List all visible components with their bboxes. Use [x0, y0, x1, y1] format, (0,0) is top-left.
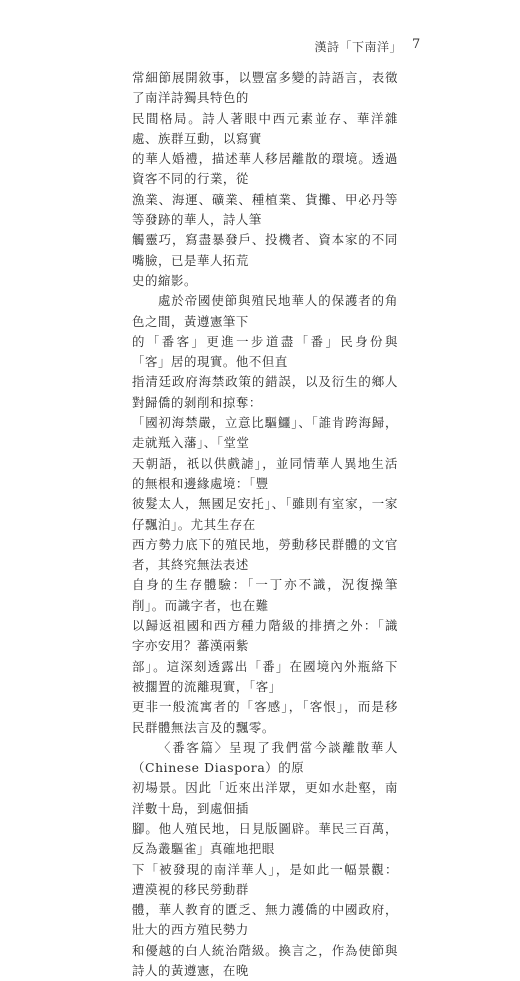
- body-text: [132, 68, 398, 981]
- paragraph-3: 〈番客篇〉呈現了我們當今談離散華人（Chinese Diaspora）的原 初場景。因此「近來出洋眾，更如水赴壑，南洋數十島，到處佃插 腳。他人殖民地，日見版圖辟。華民三百萬，反為叢驅雀」真確地把眼 下「被發現的南洋華人」，是如此一幅景觀：遭漠視的移民勞動群 體，華人教育的匱乏、無力護僑的中國政府，壯大的西方殖民勢力 和優越的白人統治階級。換言之，作為使節與詩人的黃遵憲，在晚: [132, 739, 398, 979]
- running-header: [314, 37, 421, 55]
- page-number: 7: [412, 37, 421, 52]
- running-title: 漢詩「下南洋」: [314, 40, 402, 54]
- paragraph-2: 處於帝國使節與殖民地華人的保護者的角色之間，黃遵憲筆下 的「番客」更進一步道盡「番」民身份與「客」居的現實。他不但直 指清廷政府海禁政策的錯誤，以及衍生的鄉人對歸僑的剝削和掠奪： 「國初海禁嚴，立意比驅鱷」、「誰肯跨海歸，走就羝入藩」、「堂堂 天朝語，祇以供戲謔」，並同情華人異地生活的無根和邊緣處境：「豐 彼髮太人，無國足安托」、「雖則有室家，一家仔飄泊」。尤其生存在 西方勢力底下的殖民地，勞動移民群體的文官者，其終究無法表述 自身的生存體驗：「一丁亦不識，況復操筆削」。而識字者，也在難 以歸返祖國和西方種力階級的排擠之外：「識字亦安用？蕃漢兩紫 部」。這深刻透露出「番」在國境內外瓶絡下被擱置的流離現實，「客」 更非一般流寓者的「客感」，「客恨」，而是移民群體無法言及的飄零。: [132, 293, 398, 735]
- paragraph-1: 常細節展開敘事，以豐富多變的詩語言，表徵了南洋詩獨具特色的 民間格局。詩人著眼中西元素並存、華洋雜處、族群互動，以寫實 的華人婚禮，描述華人移居離散的環境。透過資客不同的行業，從 漁業、海運、礦業、種植業、貨攤、甲必丹等等發跡的華人，詩人筆 觸靈巧，寫盡暴發戶、投機者、資本家的不同嘴臉，已是華人拓荒 史的縮影。: [132, 70, 398, 288]
